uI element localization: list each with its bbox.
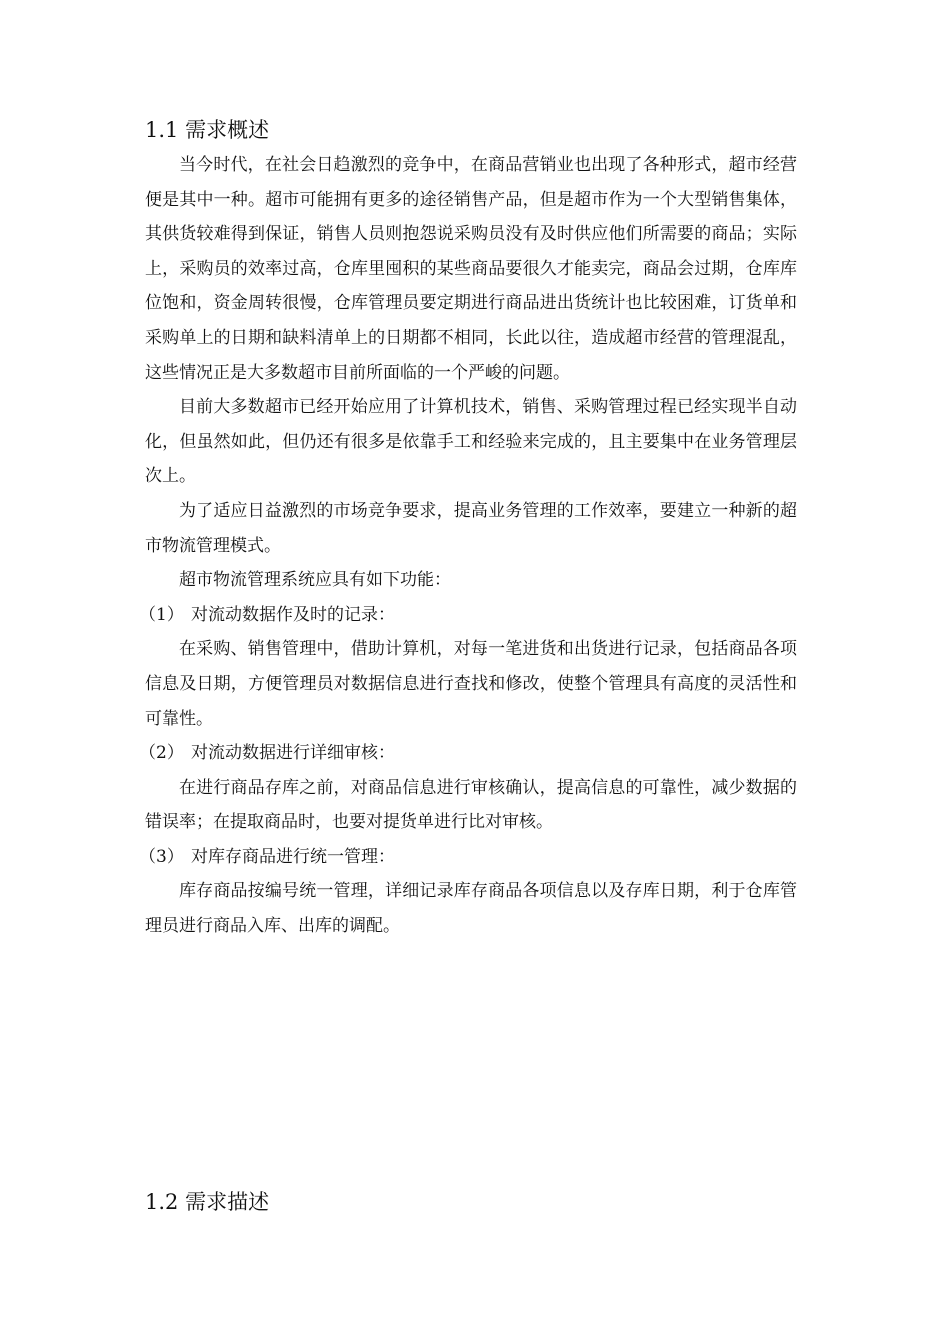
paragraph-intro: 当今时代，在社会日趋激烈的竞争中，在商品营销业也出现了各种形式，超市经营便是其中一种。超市可能拥有更多的途径销售产品，但是超市作为一个大型销售集体，其供货较难得到保证，销售人员则抱怨说采购员没有及时供应他们所需要的商品；实际上，采购员的效率过高，仓库里囤积的某些商品要很久才能卖完，商品会过期，仓库库位饱和，资金周转很慢，仓库管理员要定期进行商品进出货统计也比较困难，订货单和采购单上的日期和缺料清单上的日期都不相同，长此以往，造成超市经营的管理混乱，这些情况正是大多数超市目前所面临的一个严峻的问题。 — [145, 155, 797, 383]
section-heading-1-1: 1.1 需求概述 — [145, 118, 270, 142]
list-item-title-text: 对库存商品进行统一管理： — [191, 846, 395, 867]
list-item-title — [139, 736, 797, 771]
paragraph-current-state: 目前大多数超市已经开始应用了计算机技术，销售、采购管理过程已经实现半自动化，但虽然如此，但仍还有很多是依靠手工和经验来完成的，且主要集中在业务管理层次上。 — [145, 397, 797, 487]
section-body-1-1 — [139, 148, 797, 944]
list-item-title-text: 对流动数据作及时的记录： — [191, 604, 395, 625]
list-item-number: （1） — [139, 604, 184, 625]
list-item-number: （3） — [139, 846, 184, 867]
paragraph-goal: 为了适应日益激烈的市场竞争要求，提高业务管理的工作效率，要建立一种新的超市物流管理模式。 — [145, 500, 797, 556]
list-item-detail: 库存商品按编号统一管理，详细记录库存商品各项信息以及存库日期，利于仓库管理员进行商品入库、出库的调配。 — [145, 881, 797, 937]
list-item-title — [139, 598, 797, 633]
paragraph-functions-lead: 超市物流管理系统应具有如下功能： — [179, 570, 451, 591]
list-item-detail: 在采购、销售管理中，借助计算机，对每一笔进货和出货进行记录，包括商品各项信息及日期，方便管理员对数据信息进行查找和修改，使整个管理具有高度的灵活性和可靠性。 — [145, 639, 797, 729]
list-item-title-text: 对流动数据进行详细审核： — [191, 743, 395, 764]
list-item-number: （2） — [139, 743, 184, 764]
section-heading-1-2: 1.2 需求描述 — [145, 1190, 270, 1214]
list-item-detail: 在进行商品存库之前，对商品信息进行审核确认，提高信息的可靠性，减少数据的错误率；在提取商品时，也要对提货单进行比对审核。 — [145, 777, 797, 833]
list-item-title — [139, 840, 797, 875]
